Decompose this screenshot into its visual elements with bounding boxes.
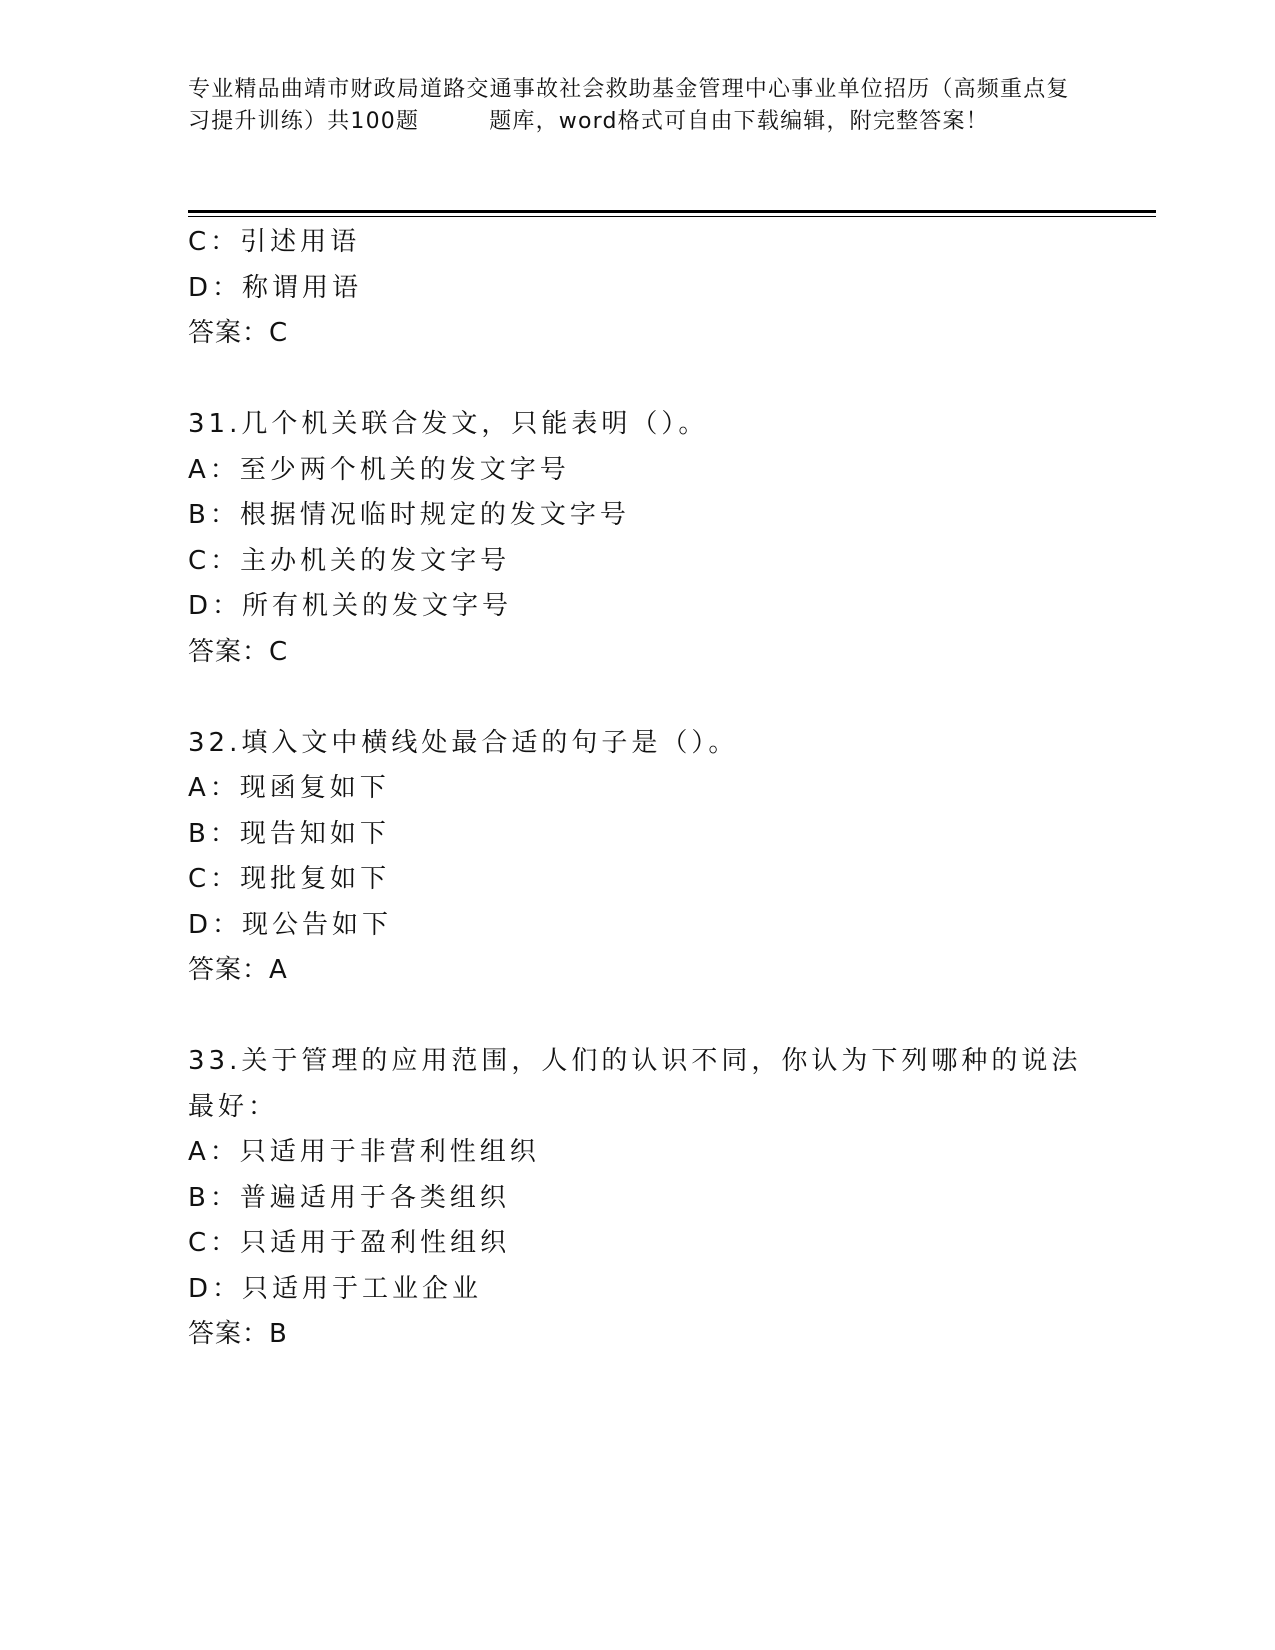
question-33-option-d: D：只适用于工业企业: [188, 1273, 483, 1304]
header-divider-thin: [188, 216, 1156, 217]
question-spacer: [188, 994, 1088, 1040]
question-32-option-a: A：现函复如下: [188, 773, 390, 803]
question-31-option-d: D：所有机关的发文字号: [188, 591, 513, 621]
header-title: 专业精品曲靖市财政局道路交通事故社会救助基金管理中心事业单位招历（高频重点复习提升训练）共100题: [188, 77, 1070, 134]
question-33-text: 33.关于管理的应用范围，人们的认识不同，你认为下列哪种的说法最好：: [188, 1046, 1082, 1122]
question-31-option-a: A：至少两个机关的发文字号: [188, 454, 570, 485]
question-32-text: 32.填入文中横线处最合适的句子是（）。: [188, 727, 739, 758]
question-33-option-c: C：只适用于盈利性组织: [188, 1228, 511, 1258]
question-31-option-c: C：主办机关的发文字号: [188, 545, 511, 576]
question-spacer: [188, 357, 1088, 403]
document-header: [188, 74, 1088, 138]
question-33-option-b: B：普遍适用于各类组织: [188, 1182, 510, 1213]
header-divider-thick: [188, 210, 1156, 213]
question-32-option-d: D：现公告如下: [188, 909, 393, 940]
option-c: C：引述用语: [188, 227, 361, 257]
question-31-text: 31.几个机关联合发文，只能表明（）。: [188, 409, 709, 439]
question-33-answer: 答案：B: [188, 1319, 288, 1349]
question-32-option-b: B：现告知如下: [188, 818, 390, 849]
question-list: [188, 220, 1088, 1358]
question-31-answer: 答案：C: [188, 636, 289, 667]
question-spacer: [188, 675, 1088, 721]
question-32-answer: 答案：A: [188, 955, 288, 985]
question-33-option-a: A：只适用于非营利性组织: [188, 1137, 540, 1167]
header-subtitle: 题库，word格式可自由下载编辑，附完整答案！: [489, 109, 989, 134]
option-d: D：称谓用语: [188, 272, 363, 303]
question-31-option-b: B：根据情况临时规定的发文字号: [188, 500, 630, 530]
answer-line: 答案：C: [188, 318, 289, 348]
question-32-option-c: C：现批复如下: [188, 864, 391, 894]
